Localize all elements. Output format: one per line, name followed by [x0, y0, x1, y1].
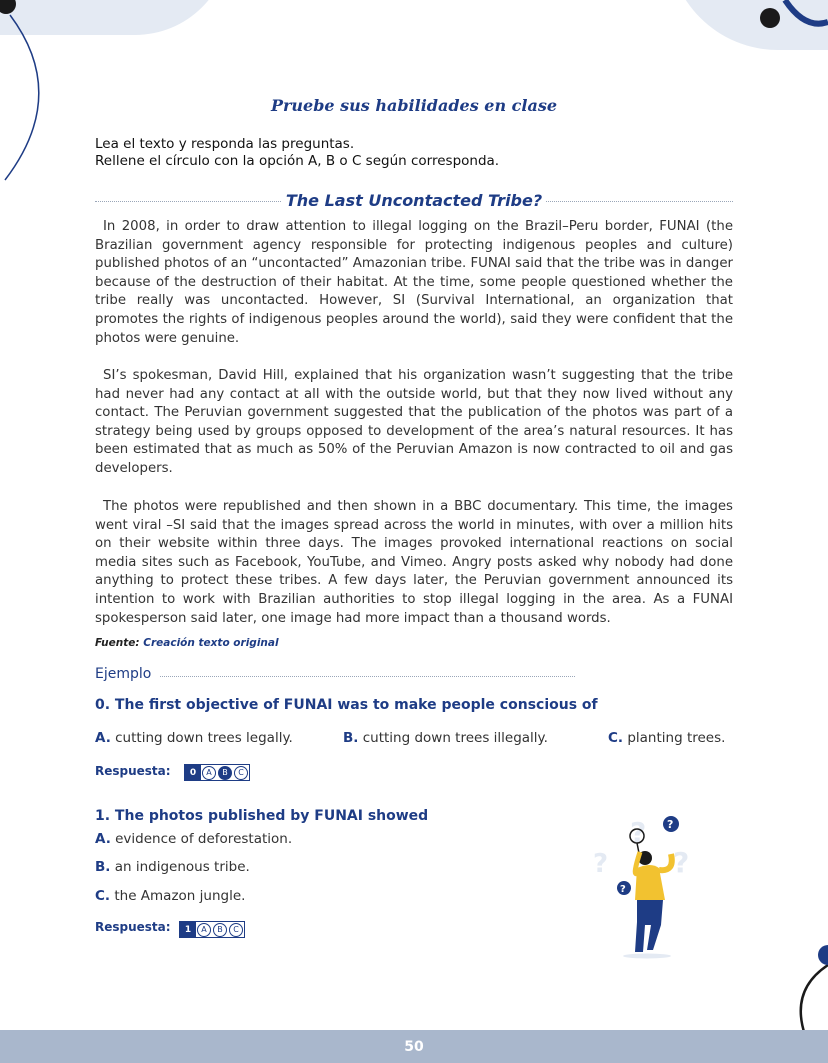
svg-text:?: ? [620, 884, 626, 895]
reading-paragraph: SI’s spokesman, David Hill, explained that his organization wasn’t suggesting that the tribe had never had any contact at all with the outside world, but that they now lived without any contact. The Peruvian government suggested that the publication of the photos was part of a strategy being used by groups opposed to development of the area’s natural resources. It has been estimated that as much as 50% of the Peruvian Amazon is now contracted to oil and gas developers. [95, 368, 733, 476]
example-rule [160, 676, 575, 677]
example-option-a: A. cutting down trees legally. [95, 730, 293, 746]
question-1-answer-sheet [179, 921, 245, 938]
question-1: 1. The photos published by FUNAI showed [95, 808, 429, 824]
reading-paragraph: The photos were republished and then shown in a BBC documentary. This time, the images went viral –SI said that the images spread across the world in minutes, with over a million hits on their website within three days. The images provoked international reactions on social media sites such as Facebook, YouTube, and Vimeo. Angry posts asked why nobody had done anything to protect these tribes. A few days later, the Peruvian government announced its intention to work with Brazilian authorities to stop illegal logging in the area. As a FUNAI spokesperson said later, one image had more impact than a thousand words. [95, 499, 733, 626]
arc-decoration-right [760, 0, 828, 30]
example-option-c: C. planting trees. [608, 730, 726, 746]
svg-text:?: ? [667, 818, 674, 831]
thinking-person-illustration [585, 810, 700, 965]
answer-bubble-a[interactable]: A [197, 923, 211, 937]
question-1-option-c[interactable]: C. the Amazon jungle. [95, 888, 246, 904]
reading-paragraph: In 2008, in order to draw attention to illegal logging on the Brazil–Peru border, FUNAI (the Brazilian government agency responsible for protecting indigenous peoples and culture) published photos of an “uncontacted” Amazonian tribe. FUNAI said that the tribe was in danger because of the destruction of their habitat. At the time, some people questioned whether the tribe really was uncontacted. However, SI (Survival International, an organization that promotes the rights of indigenous peoples around the world), said they were confident that the photos were genuine. [95, 219, 733, 346]
example-label: Ejemplo [95, 666, 152, 682]
answer-bubble-b[interactable]: B [213, 923, 227, 937]
reading-title: The Last Uncontacted Tribe? [0, 191, 828, 210]
example-answer-sheet [184, 764, 250, 781]
instruction-line: Rellene el círculo con la opción A, B o C según corresponda. [95, 153, 500, 169]
svg-text:?: ? [630, 816, 647, 849]
svg-text:?: ? [593, 849, 609, 879]
page-number: 50 [404, 1038, 424, 1055]
page-footer [0, 1030, 828, 1063]
example-question: 0. The first objective of FUNAI was to make people conscious of [95, 697, 598, 713]
question-1-option-b[interactable]: B. an indigenous tribe. [95, 859, 250, 875]
arc-decoration-bottom-right [790, 935, 828, 1035]
question-1-answer-label: Respuesta: [95, 920, 171, 934]
answer-bubble-c: C [234, 766, 248, 780]
example-answer-label: Respuesta: [95, 764, 171, 778]
example-option-b: B. cutting down trees illegally. [343, 730, 548, 746]
answer-number: 0 [185, 765, 201, 780]
answer-bubble-c[interactable]: C [229, 923, 243, 937]
svg-text:?: ? [673, 846, 690, 879]
source-citation: Fuente: Creación texto original [95, 637, 279, 649]
question-1-option-a[interactable]: A. evidence of deforestation. [95, 831, 293, 847]
answer-number: 1 [180, 922, 196, 937]
answer-bubble-a: A [202, 766, 216, 780]
page-title: Pruebe sus habilidades en clase [270, 96, 558, 115]
instruction-line: Lea el texto y responda las preguntas. [95, 136, 355, 152]
answer-bubble-b: B [218, 766, 232, 780]
